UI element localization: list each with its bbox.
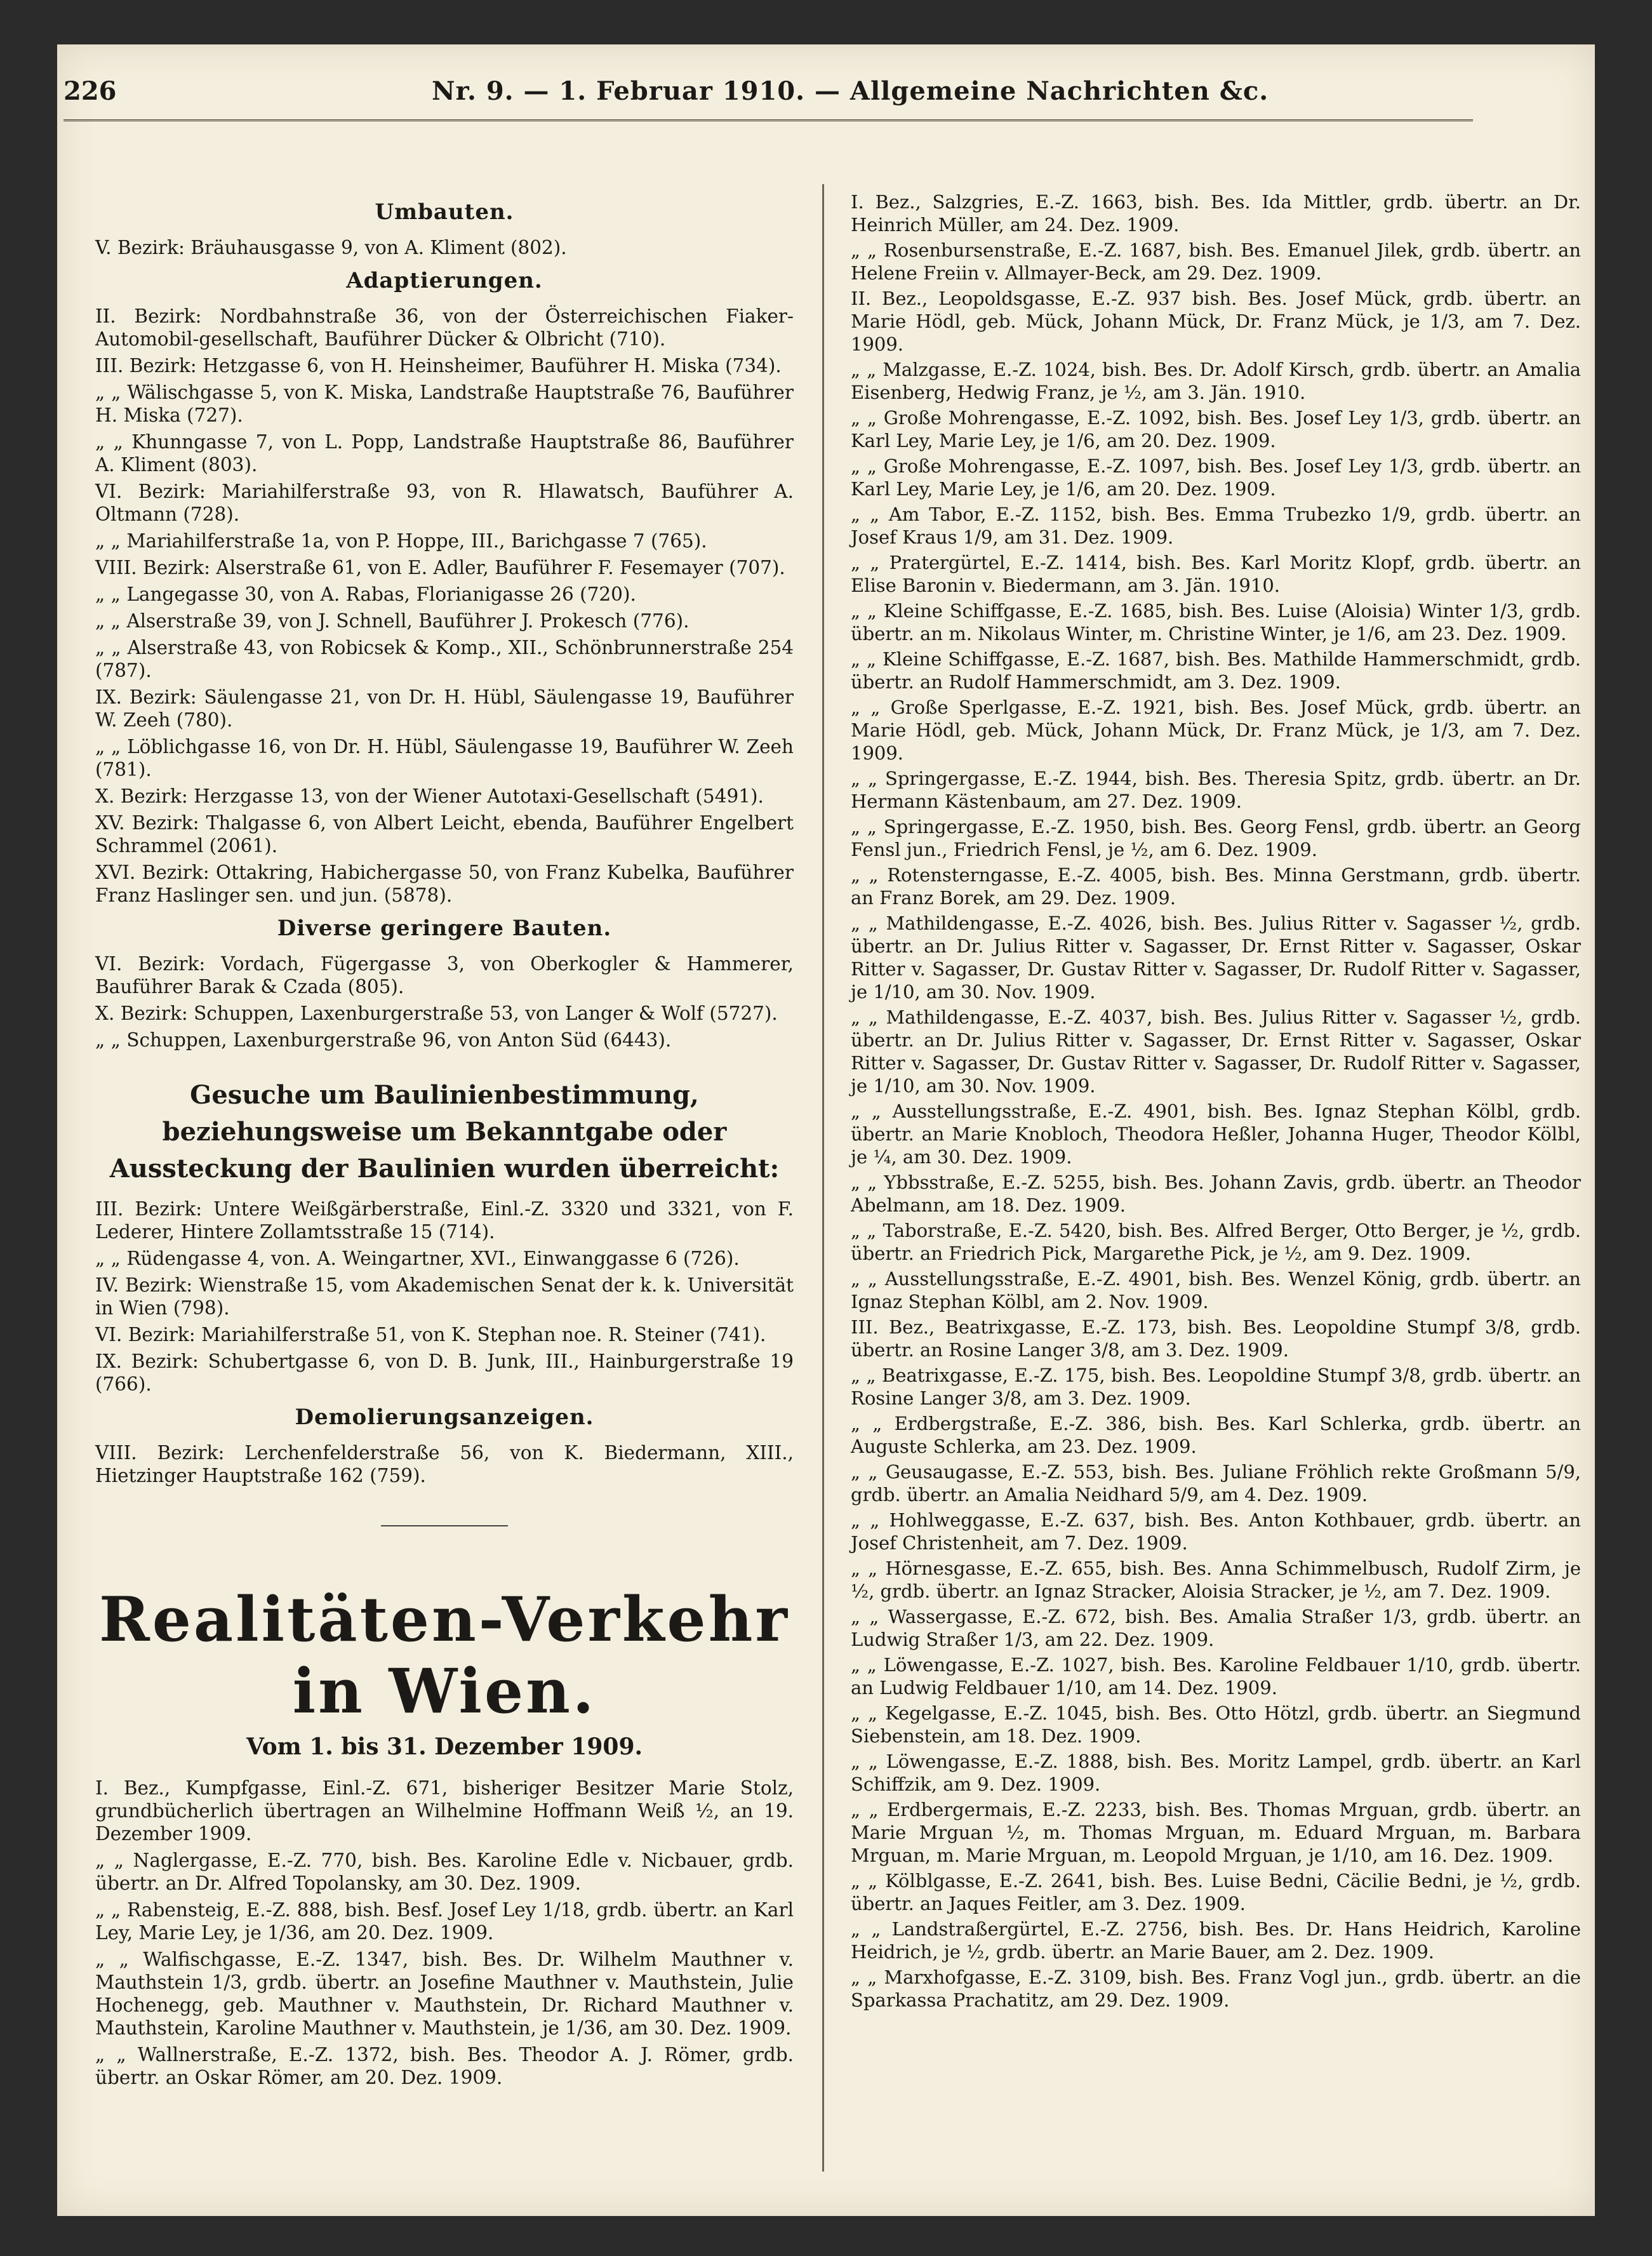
column-divider [822, 184, 824, 2172]
list-item: „ „ Rotensterngasse, E.-Z. 4005, bish. Bes. Minna Gerstmann, grdb. übertr. an Franz Borek, am 29. Dez. 1909. [851, 864, 1581, 909]
list-item: „ „ Am Tabor, E.-Z. 1152, bish. Bes. Emma Trubezko 1/9, grdb. übertr. an Josef Kraus 1/9, am 31. Dez. 1909. [851, 504, 1581, 548]
realitaeten-left-list [95, 1777, 794, 2089]
list-item: I. Bez., Salzgries, E.-Z. 1663, bish. Bes. Ida Mittler, grdb. übertr. an Dr. Heinrich Müller, am 24. Dez. 1909. [851, 191, 1581, 236]
list-item: „ „ Landstraßergürtel, E.-Z. 2756, bish. Bes. Dr. Hans Heidrich, Karoline Heidrich, je ½, grdb. übertr. an Marie Bauer, am 2. Dez. 1909. [851, 1918, 1581, 1963]
list-item: VI. Bezirk: Vordach, Fügergasse 3, von Oberkogler & Hammerer, Bauführer Barak & Czada (805). [95, 953, 794, 998]
list-item: „ „ Ybbsstraße, E.-Z. 5255, bish. Bes. Johann Zavis, grdb. übertr. an Theodor Abelmann, am 18. Dez. 1909. [851, 1171, 1581, 1216]
list-item: „ „ Naglergasse, E.-Z. 770, bish. Bes. Karoline Edle v. Nicbauer, grdb. übertr. an Dr. Alfred Topolansky, am 30. Dez. 1909. [95, 1850, 794, 1894]
list-item: „ „ Alserstraße 39, von J. Schnell, Bauführer J. Prokesch (776). [95, 610, 689, 632]
list-item: II. Bez., Leopoldsgasse, E.-Z. 937 bish. Bes. Josef Mück, grdb. übertr. an Marie Hödl, geb. Mück, Johann Mück, Dr. Franz Mück, je 1/3, am 7. Dez. 1909. [851, 288, 1581, 355]
list-item: „ „ Marxhofgasse, E.-Z. 3109, bish. Bes. Franz Vogl jun., grdb. übertr. an die Sparkassa Prachatitz, am 29. Dez. 1909. [851, 1966, 1581, 2011]
list-item: „ „ Pratergürtel, E.-Z. 1414, bish. Bes. Karl Moritz Klopf, grdb. übertr. an Elise Baronin v. Biedermann, am 3. Jän. 1910. [851, 552, 1581, 596]
list-item: „ „ Wallnerstraße, E.-Z. 1372, bish. Bes. Theodor A. J. Römer, grdb. übertr. an Oskar Römer, am 20. Dez. 1909. [95, 2044, 794, 2088]
list-item: „ „ Kölblgasse, E.-Z. 2641, bish. Bes. Luise Bedni, Cäcilie Bedni, je ½, grdb. übertr. an Jaques Feitler, am 3. Dez. 1909. [851, 1870, 1581, 1914]
list-item: III. Bezirk: Untere Weißgärberstraße, Einl.-Z. 3320 und 3321, von F. Lederer, Hintere Zollamtsstraße 15 (714). [95, 1198, 794, 1243]
list-item: „ „ Langegasse 30, von A. Rabas, Florianigasse 26 (720). [95, 584, 636, 605]
list-item: „ „ Malzgasse, E.-Z. 1024, bish. Bes. Dr. Adolf Kirsch, grdb. übertr. an Amalia Eisenberg, Hedwig Franz, je ½, am 3. Jän. 1910. [851, 359, 1581, 403]
list-item: IV. Bezirk: Wienstraße 15, vom Akademischen Senat der k. k. Universität in Wien (798). [95, 1274, 794, 1319]
page-header [63, 76, 1473, 114]
list-item: „ „ Rüdengasse 4, von. A. Weingartner, XVI., Einwanggasse 6 (726). [95, 1248, 740, 1269]
list-item: „ „ Mathildengasse, E.-Z. 4026, bish. Bes. Julius Ritter v. Sagasser ½, grdb. übertr. an Dr. Julius Ritter v. Sagasser, Dr. Ernst Ritter v. Sagasser, Oskar Ritter v. Sagasser, Dr. Gustav Ritter v. Sagasser, Dr. Rudolf Ritter v. Sagasser, je 1/10, am 30. Nov. 1909. [851, 912, 1581, 1003]
list-item: „ „ Wassergasse, E.-Z. 672, bish. Bes. Amalia Straßer 1/3, grdb. übertr. an Ludwig Straßer 1/3, am 22. Dez. 1909. [851, 1606, 1581, 1650]
section-heading-gesuche: Gesuche um Baulinienbestimmung, beziehungsweise um Bekanntgabe oder Aussteckung der Baulinien wurden überreicht: [109, 1080, 780, 1184]
list-item: „ „ Löwengasse, E.-Z. 1027, bish. Bes. Karoline Feldbauer 1/10, grdb. übertr. an Ludwig Feldbauer 1/10, am 14. Dez. 1909. [851, 1654, 1581, 1699]
list-item: „ „ Große Mohrengasse, E.-Z. 1092, bish. Bes. Josef Ley 1/3, grdb. übertr. an Karl Ley, Marie Ley, je 1/6, am 20. Dez. 1909. [851, 407, 1581, 451]
list-item: „ „ Beatrixgasse, E.-Z. 175, bish. Bes. Leopoldine Stumpf 3/8, grdb. übertr. an Rosine Langer 3/8, am 3. Dez. 1909. [851, 1365, 1581, 1409]
section-heading-adaptierungen: Adaptierungen. [346, 268, 543, 293]
section-divider [381, 1525, 508, 1526]
list-item: „ „ Ausstellungsstraße, E.-Z. 4901, bish. Bes. Wenzel König, grdb. übertr. an Ignaz Stephan Kölbl, am 2. Nov. 1909. [851, 1268, 1581, 1312]
realitaeten-title: Realitäten-Verkehr in Wien. [99, 1584, 790, 1727]
list-item: „ „ Schuppen, Laxenburgerstraße 96, von Anton Süd (6443). [95, 1029, 672, 1051]
list-item: X. Bezirk: Herzgasse 13, von der Wiener Autotaxi-Gesellschaft (5491). [95, 785, 764, 807]
list-item: „ „ Löwengasse, E.-Z. 1888, bish. Bes. Moritz Lampel, grdb. übertr. an Karl Schiffzik, am 9. Dez. 1909. [851, 1751, 1581, 1795]
list-item: „ „ Kleine Schiffgasse, E.-Z. 1687, bish. Bes. Mathilde Hammerschmidt, grdb. übertr. an Rudolf Hammerschmidt, am 3. Dez. 1909. [851, 648, 1581, 693]
page-number: 226 [63, 76, 117, 106]
list-item: XVI. Bezirk: Ottakring, Habichergasse 50, von Franz Kubelka, Bauführer Franz Haslinger sen. und jun. (5878). [95, 862, 794, 906]
list-item: „ „ Ausstellungsstraße, E.-Z. 4901, bish. Bes. Ignaz Stephan Kölbl, grdb. übertr. an Marie Knobloch, Theodora Heßler, Johanna Huger, Theodor Kölbl, je ¼, am 30. Dez. 1909. [851, 1100, 1581, 1168]
list-item: „ „ Geusaugasse, E.-Z. 553, bish. Bes. Juliane Fröhlich rekte Großmann 5/9, grdb. übertr. an Amalia Neidhard 5/9, am 4. Dez. 1909. [851, 1461, 1581, 1505]
list-item: „ „ Springergasse, E.-Z. 1950, bish. Bes. Georg Fensl, grdb. übertr. an Georg Fensl jun., Friedrich Fensl, je ½, am 6. Dez. 1909. [851, 816, 1581, 860]
realitaeten-subtitle: Vom 1. bis 31. Dezember 1909. [246, 1733, 643, 1760]
list-item: V. Bezirk: Bräuhausgasse 9, von A. Kliment (802). [95, 237, 567, 258]
list-item: „ „ Kleine Schiffgasse, E.-Z. 1685, bish. Bes. Luise (Aloisia) Winter 1/3, grdb. übertr. an m. Nikolaus Winter, m. Christine Winter, je 1/6, am 23. Dez. 1909. [851, 600, 1581, 644]
section-heading-demolierung: Demolierungsanzeigen. [295, 1405, 594, 1430]
list-item: „ „ Walfischgasse, E.-Z. 1347, bish. Bes. Dr. Wilhelm Mauthner v. Mauthstein 1/3, grdb. übertr. an Josefine Mauthner v. Mauthstein, Julie Hochenegg, geb. Mauthner v. Mauthstein, Dr. Richard Mauthner v. Mauthstein, Karoline Mauthner v. Mauthstein, je 1/36, am 30. Dez. 1909. [95, 1949, 794, 2039]
diverse-list [95, 952, 794, 1051]
right-column [851, 190, 1581, 2014]
realitaeten-right-list [851, 190, 1581, 2012]
list-item: VIII. Bezirk: Alserstraße 61, von E. Adler, Bauführer F. Fesemayer (707). [95, 557, 785, 578]
demolierung-list [95, 1441, 794, 1487]
gesuche-list [95, 1198, 794, 1396]
list-item: „ „ Wälischgasse 5, von K. Miska, Landstraße Hauptstraße 76, Bauführer H. Miska (727). [95, 382, 794, 426]
list-item: „ „ Springergasse, E.-Z. 1944, bish. Bes. Theresia Spitz, grdb. übertr. an Dr. Hermann Kästenbaum, am 27. Dez. 1909. [851, 768, 1581, 812]
header-rule [63, 119, 1473, 130]
list-item: „ „ Taborstraße, E.-Z. 5420, bish. Bes. Alfred Berger, Otto Berger, je ½, grdb. übertr. an Friedrich Pick, Margarethe Pick, je ½, am 9. Dez. 1909. [851, 1220, 1581, 1264]
list-item: „ „ Hohlweggasse, E.-Z. 637, bish. Bes. Anton Kothbauer, grdb. übertr. an Josef Christenheit, am 7. Dez. 1909. [851, 1509, 1581, 1554]
section-heading-diverse: Diverse geringere Bauten. [277, 916, 612, 941]
list-item: III. Bezirk: Hetzgasse 6, von H. Heinsheimer, Bauführer H. Miska (734). [95, 355, 782, 377]
list-item: III. Bez., Beatrixgasse, E.-Z. 173, bish. Bes. Leopoldine Stumpf 3/8, grdb. übertr. an Rosine Langer 3/8, am 3. Dez. 1909. [851, 1316, 1581, 1361]
list-item: „ „ Alserstraße 43, von Robicsek & Komp., XII., Schönbrunnerstraße 254 (787). [95, 637, 794, 681]
list-item: VI. Bezirk: Mariahilferstraße 51, von K. Stephan noe. R. Steiner (741). [95, 1324, 766, 1345]
list-item: „ „ Erdbergermais, E.-Z. 2233, bish. Bes. Thomas Mrguan, grdb. übertr. an Marie Mrguan ½, m. Thomas Mrguan, m. Eduard Mrguan, m. Barbara Mrguan, m. Marie Mrguan, m. Leopold Mrguan, je 1/10, am 16. Dez. 1909. [851, 1799, 1581, 1866]
adaptierungen-list [95, 305, 794, 907]
list-item: „ „ Kegelgasse, E.-Z. 1045, bish. Bes. Otto Hötzl, grdb. übertr. an Siegmund Siebenstein, am 18. Dez. 1909. [851, 1702, 1581, 1747]
list-item: X. Bezirk: Schuppen, Laxenburgerstraße 53, von Langer & Wolf (5727). [95, 1003, 778, 1024]
list-item: IX. Bezirk: Schubertgasse 6, von D. B. Junk, III., Hainburgerstraße 19 (766). [95, 1351, 794, 1395]
list-item: „ „ Erdbergstraße, E.-Z. 386, bish. Bes. Karl Schlerka, grdb. übertr. an Auguste Schlerka, am 23. Dez. 1909. [851, 1413, 1581, 1457]
list-item: II. Bezirk: Nordbahnstraße 36, von der Österreichischen Fiaker-Automobil-gesellschaft, Bauführer Dücker & Olbricht (710). [95, 305, 794, 350]
list-item: „ „ Große Mohrengasse, E.-Z. 1097, bish. Bes. Josef Ley 1/3, grdb. übertr. an Karl Ley, Marie Ley, je 1/6, am 20. Dez. 1909. [851, 455, 1581, 500]
section-heading-umbauten: Umbauten. [375, 199, 514, 225]
list-item: XV. Bezirk: Thalgasse 6, von Albert Leicht, ebenda, Bauführer Engelbert Schrammel (2061). [95, 812, 794, 857]
left-column [95, 190, 794, 2093]
umbauten-list [95, 236, 794, 259]
list-item: VI. Bezirk: Mariahilferstraße 93, von R. Hlawatsch, Bauführer A. Oltmann (728). [95, 481, 794, 525]
list-item: „ „ Mariahilferstraße 1a, von P. Hoppe, III., Barichgasse 7 (765). [95, 530, 707, 552]
list-item: „ „ Hörnesgasse, E.-Z. 655, bish. Bes. Anna Schimmelbusch, Rudolf Zirm, je ½, grdb. übertr. an Ignaz Stracker, Aloisia Stracker, je ½, am 7. Dez. 1909. [851, 1558, 1581, 1602]
list-item: „ „ Große Sperlgasse, E.-Z. 1921, bish. Bes. Josef Mück, grdb. übertr. an Marie Hödl, geb. Mück, Johann Mück, Dr. Franz Mück, je 1/3, am 7. Dez. 1909. [851, 697, 1581, 764]
list-item: „ „ Mathildengasse, E.-Z. 4037, bish. Bes. Julius Ritter v. Sagasser ½, grdb. übertr. an Dr. Julius Ritter v. Sagasser, Dr. Ernst Ritter v. Sagasser, Oskar Ritter v. Sagasser, Dr. Gustav Ritter v. Sagasser, Dr. Rudolf Ritter v. Sagasser, je 1/10, am 30. Nov. 1909. [851, 1006, 1581, 1097]
list-item: „ „ Löblichgasse 16, von Dr. H. Hübl, Säulengasse 19, Bauführer W. Zeeh (781). [95, 736, 794, 780]
issue-title: Nr. 9. — 1. Februar 1910. — Allgemeine Nachrichten &c. [432, 76, 1269, 106]
list-item: IX. Bezirk: Säulengasse 21, von Dr. H. Hübl, Säulengasse 19, Bauführer W. Zeeh (780). [95, 686, 794, 731]
list-item: „ „ Rabensteig, E.-Z. 888, bish. Besf. Josef Ley 1/18, grdb. übertr. an Karl Ley, Marie Ley, je 1/36, am 20. Dez. 1909. [95, 1899, 794, 1944]
list-item: „ „ Khunngasse 7, von L. Popp, Landstraße Hauptstraße 86, Bauführer A. Kliment (803). [95, 431, 794, 476]
list-item: „ „ Rosenbursenstraße, E.-Z. 1687, bish. Bes. Emanuel Jilek, grdb. übertr. an Helene Freiin v. Allmayer-Beck, am 29. Dez. 1909. [851, 239, 1581, 284]
list-item: VIII. Bezirk: Lerchenfelderstraße 56, von K. Biedermann, XIII., Hietzinger Hauptstraße 162 (759). [95, 1442, 794, 1486]
list-item: I. Bez., Kumpfgasse, Einl.-Z. 671, bisheriger Besitzer Marie Stolz, grundbücherlich übertragen an Wilhelmine Hoffmann Weiß ½, an 19. Dezember 1909. [95, 1777, 794, 1845]
